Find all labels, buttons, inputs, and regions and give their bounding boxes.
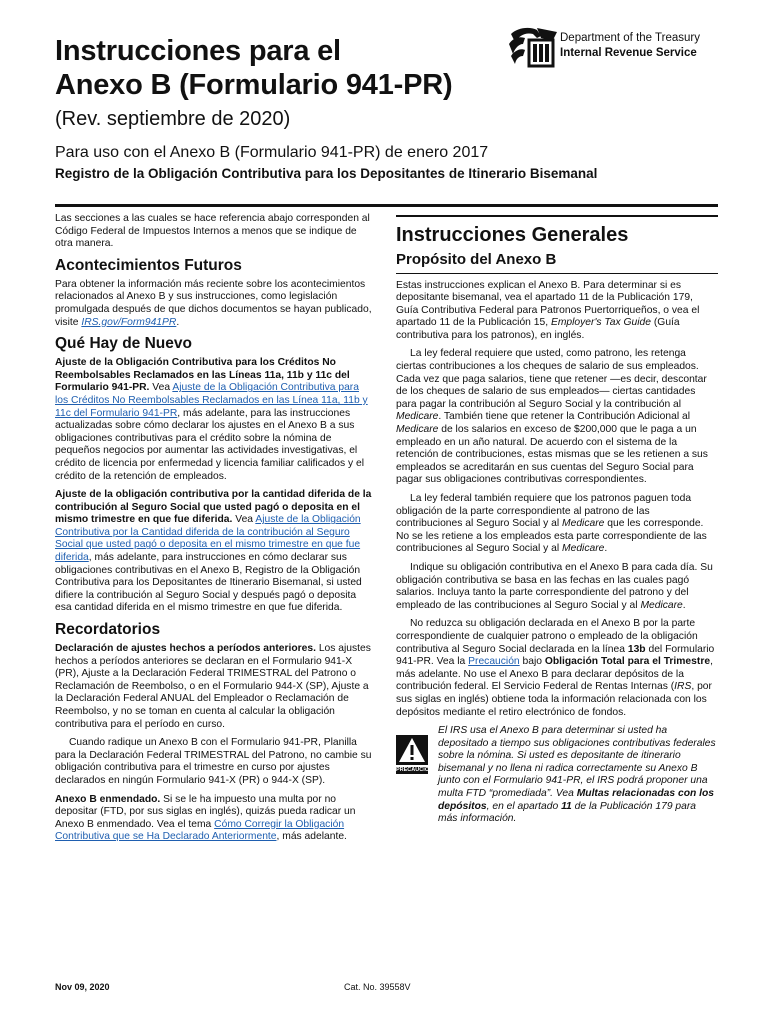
new-item-2: Ajuste de la obligación contributiva por la cantidad diferida de la contribución al Seguro Social que usted pagó o deposita en el mismo trimestre en que fue diferida. Vea Ajuste de la Obligación Contributiva por la Cantidad diferida de la contribución al Seguro Social que usted pagó o deposita en el mismo trimestre en que fue diferida, más adelante, para instrucciones en cómo declarar sus obligaciones contributivas en el Anexo B, Registro de la Obligación Contributiva para los Depositantes de Itinerario Bisemanal, si usted difiere la contribución al Seguro Social y después pagó o deposita esa cantidad diferida en el mismo trimestre en que fue diferida. <box>55 489 372 614</box>
page-title <box>55 34 452 102</box>
caution-label: PRECAUCIÓN <box>396 767 433 774</box>
header-divider <box>55 204 718 207</box>
purpose-paragraph-5: No reduzca su obligación declarada en el Anexo B por la parte correspondiente de cualquier patrono o empleado de la obligación contributiva al Seguro Social declarada en la línea 13b del Formulario 941-PR. Vea la Precaución bajo Obligación Total para el Trimestre, más adelante. No use el Anexo B para declarar depósitos de la contribución federal. El Servicio Federal de Rentas Internas (IRS, por sus siglas en inglés) obtiene toda la información relacionada con los depósitos mediante el retiro electrónico de fondos. <box>396 618 715 718</box>
whats-new-heading: Qué Hay de Nuevo <box>55 335 192 353</box>
footer-catalog-number: Cat. No. 39558V <box>344 982 411 992</box>
agency-block <box>560 31 700 61</box>
title-line-2: Anexo B (Formulario 941-PR) <box>55 69 453 101</box>
purpose-heading: Propósito del Anexo B <box>396 250 557 268</box>
agency-irs: Internal Revenue Service <box>560 47 697 59</box>
intro-paragraph: Las secciones a las cuales se hace referencia abajo corresponden al Código Federal de Impuestos Internos a menos que se indique de otra manera. <box>55 213 370 250</box>
purpose-paragraph-1: Estas instrucciones explican el Anexo B. Para determinar si es depositante bisemanal, vea el apartado 11 de la Publicación 179, Guía Contributiva Federal para Patronos Puertorriqueños, o vea el apartado 11 de la Publicación 15, Employer's Tax Guide (Guía contributiva para los patronos), en inglés. <box>396 279 700 341</box>
future-heading: Acontecimientos Futuros <box>55 256 242 274</box>
purpose-paragraph-4: Indique su obligación contributiva en el Anexo B para cada día. Su obligación contributiva se basa en las fechas en las cuales pagó salarios. Incluya tanto la parte correspondiente del patrono y del empleado de las contribuciones al Seguro Social y al Medicare. <box>396 561 713 611</box>
new-item-1: Ajuste de la Obligación Contributiva para los Créditos No Reembolsables Reclamados en las Líneas 11a, 11b y 11c del Formulario 941-PR. Vea Ajuste de la Obligación Contributiva para los Créditos No Reembolsables Reclamados en las Línea 11a, 11b y 11c del Formulario 941-PR, más adelante, para las instrucciones actualizadas sobre cómo declarar los ajustes en el Anexo B a sus obligaciones contributivas para el crédito sobre la nómina de pequeños negocios por aumentar las actividades investigativas, el crédito de licencia por enfermedad y licencia familiar calificados y el crédito de la retención de empleados. <box>55 357 368 482</box>
purpose-paragraph-2: La ley federal requiere que usted, como patrono, les retenga ciertas contribuciones a los cheques de salario de sus empleados. Cada vez que paga salarios, tiene que retener —es decir, descontar de los cheques de salario de sus empleados— ciertas cantidades para pagar la contribución al Seguro Social y la contribución al Medicare. También tiene que retener la Contribución Adicional al Medicare de los salarios en exceso de $200,000 que le paga a un empleado en un año natural. De acuerdo con el sistema de la retención de contribuciones, estas mismas que se les retienen a sus empleados se acreditarán en sus cuentas del Seguro Social para pagar sus obligaciones contributivas correspondientes. <box>396 348 708 486</box>
right-column <box>396 213 718 826</box>
correct-liability-link[interactable]: Cómo Corregir la Obligación Contributiva que se Ha Declarado Anteriormente <box>55 818 345 843</box>
caution-link[interactable]: Precaución <box>468 656 520 668</box>
reminder-3: Anexo B enmendado. Si se le ha impuesto una multa por no depositar (FTD, por sus siglas en inglés), quizás pueda radicar un Anexo B enmendado. Vea el tema Cómo Corregir la Obligación Contributiva que se Ha Declarado Anteriormente, más adelante. <box>55 793 356 843</box>
irs-eagle-logo-icon <box>507 26 559 70</box>
subtitle: Registro de la Obligación Contributiva para los Depositantes de Itinerario Bisemanal <box>55 166 598 181</box>
general-instructions-heading: Instrucciones Generales <box>396 223 629 246</box>
reminders-heading: Recordatorios <box>55 621 161 639</box>
revision-date: (Rev. septiembre de 2020) <box>55 108 291 130</box>
credits-adjustment-link[interactable]: Ajuste de la Obligación Contributiva para los Créditos No Reembolsables Reclamados en las Línea 11a, 11b y 11c del Formulario 941-PR <box>55 382 368 419</box>
agency-department: Department of the Treasury <box>560 32 700 44</box>
irs-form941pr-link[interactable]: IRS.gov/Form941PR <box>81 316 177 328</box>
footer-date: Nov 09, 2020 <box>55 982 110 992</box>
deferred-tax-adjustment-link[interactable]: Ajuste de la Obligación Contributiva por la Cantidad diferida de la contribución al Seguro Social que usted pagó o deposita en el mismo trimestre en que fue diferida <box>55 514 361 564</box>
caution-warning-icon <box>396 735 428 765</box>
future-paragraph: Para obtener la información más reciente sobre los acontecimientos relacionados al Anexo B y sus instrucciones, como legislación promulgada después de que dichos documentos se hayan publicado, visite IRS.gov/Form941PR. <box>55 278 372 328</box>
reminder-1: Declaración de ajustes hechos a períodos anteriores. Los ajustes hechos a períodos anteriores se declaran en el Formulario 941-X (PR), Ajuste a la Declaración Federal TRIMESTRAL del Patrono o Reclamación de Reembolso, o en el Formulario 944-X (SP), Ajuste a la Declaración Federal ANUAL del Empleador o Reclamación de Reembolso, y no se toman en cuenta al calcular la obligación contributiva para el período en curso. <box>55 643 371 730</box>
reminder-2: Cuando radique un Anexo B con el Formulario 941-PR, Planilla para la Declaración Federal TRIMESTRAL del Patrono, no cambie su obligación contributiva para el trimestre en curso por ajustes declarados en ningún Formulario 941-X (PR) o 944-X (SP). <box>55 737 372 786</box>
use-for-text: Para uso con el Anexo B (Formulario 941-PR) de enero 2017 <box>55 144 489 161</box>
left-column <box>55 213 373 850</box>
caution-text: El IRS usa el Anexo B para determinar si usted ha depositado a tiempo sus obligaciones contributivas federales sobre la nómina. Si usted es depositante de itinerario bisemanal y no llena ni radica correctamente su Anexo B junto con el Formulario 941-PR, el IRS podrá proponer una multa FTD “promediada”. Vea Multas relacionadas con los depósitos, en el apartado 11 de la Publicación 179 para más información. <box>438 725 716 825</box>
caution-box <box>396 725 718 826</box>
purpose-rule <box>396 273 718 274</box>
title-line-1: Instrucciones para el <box>55 35 341 67</box>
section-rule <box>396 215 718 217</box>
purpose-paragraph-3: La ley federal también requiere que los patronos paguen toda obligación de la parte correspondiente al patrono de las contribuciones al Seguro Social y al Medicare que les corresponde. No se les retiene a los empleados esta parte correspondiente de las contribuciones al Seguro Social y al Medicare. <box>396 493 707 555</box>
